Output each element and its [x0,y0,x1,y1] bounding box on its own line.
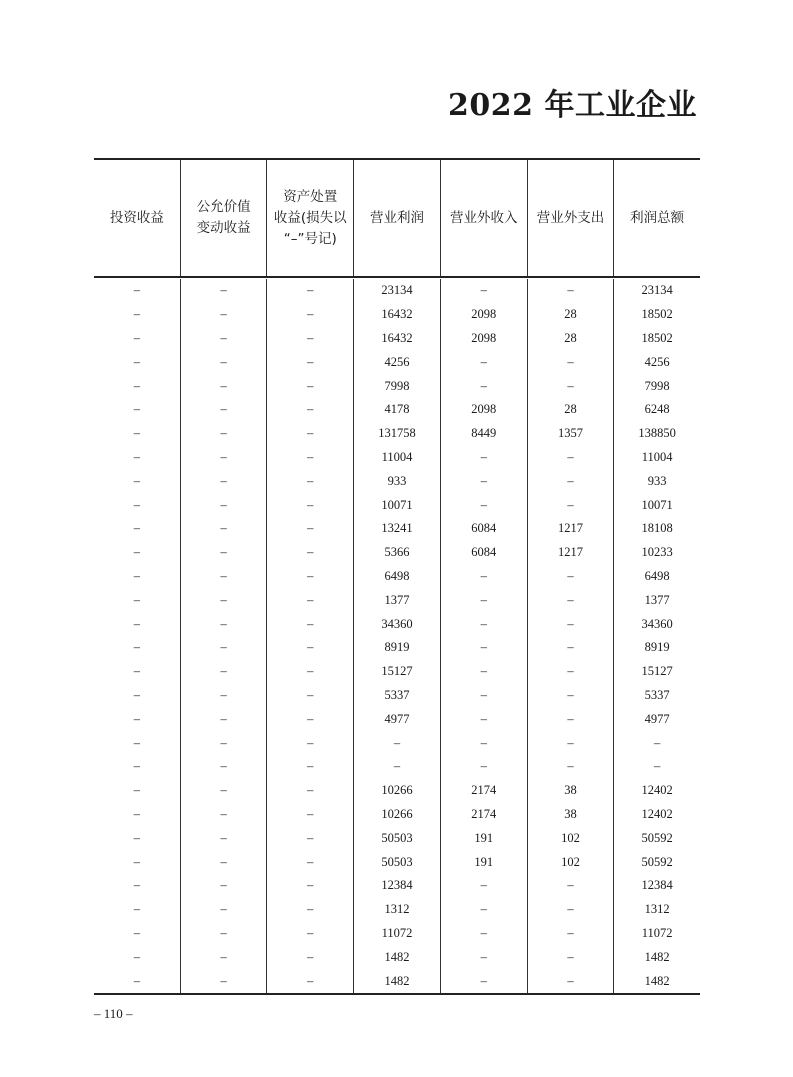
column-header-operating-profit: 营业利润 [353,160,440,276]
table-cell: 15127 [353,660,440,684]
table-cell: – [613,731,700,755]
table-row [94,636,700,660]
table-cell: 11004 [353,446,440,470]
table-row [94,350,700,374]
table-row [94,922,700,946]
table-cell: – [133,521,140,536]
table-row [94,588,700,612]
table-cell: – [133,449,140,464]
table-cell: 15127 [613,660,700,684]
table-cell: – [133,806,140,821]
table-cell: – [133,949,140,964]
table-row [94,660,700,684]
table-cell: – [133,330,140,345]
table-cell: 191 [440,826,527,850]
table-cell: – [133,545,140,560]
table-cell: 102 [527,850,614,874]
table-cell: – [133,402,140,417]
table-row [94,874,700,898]
table-cell: 1482 [353,969,440,993]
table-cell: – [180,279,267,303]
table-cell: 933 [613,469,700,493]
table-cell: – [180,541,267,565]
table-cell: – [527,612,614,636]
table-cell: – [527,636,614,660]
column-header-non-operating-income: 营业外收入 [440,160,527,276]
table-cell: – [266,422,353,446]
table-cell: – [180,422,267,446]
table-row [94,327,700,351]
table-cell: 8919 [613,636,700,660]
table-row [94,898,700,922]
table-cell: 11004 [613,446,700,470]
table-cell: 4256 [353,350,440,374]
table-cell: – [133,687,140,702]
table-cell: 11072 [613,922,700,946]
table-cell: 28 [527,303,614,327]
table-cell: – [266,874,353,898]
table-cell: – [133,640,140,655]
table-cell: 6084 [440,541,527,565]
table-cell: 1377 [613,588,700,612]
table-row [94,469,700,493]
table-cell: – [266,803,353,827]
table-cell: – [180,446,267,470]
table-cell: – [440,279,527,303]
table-cell: – [133,378,140,393]
table-cell: 1312 [353,898,440,922]
column-header-investment-income: 投资收益 [109,209,164,226]
column-header-total-profit: 利润总额 [613,160,700,276]
table-cell: – [180,588,267,612]
table-cell: 10071 [353,493,440,517]
table-cell: – [527,660,614,684]
column-header-asset-disposal: 资产处置 收益(损失以 “–”号记) [266,160,353,276]
table-cell: – [266,660,353,684]
table-cell: 1312 [613,898,700,922]
table-cell: 23134 [613,279,700,303]
table-row [94,707,700,731]
table-cell: – [266,826,353,850]
table-row [94,398,700,422]
table-cell: 1377 [353,588,440,612]
table-cell: – [180,922,267,946]
table-cell: – [266,350,353,374]
table-cell: – [180,493,267,517]
column-header-non-operating-expense: 营业外支出 [527,160,614,276]
table-cell: – [527,446,614,470]
table-cell: – [440,660,527,684]
table-cell: 131758 [353,422,440,446]
table-row [94,422,700,446]
table-cell: – [266,469,353,493]
table-cell: – [527,945,614,969]
table-cell: 16432 [353,303,440,327]
table-cell: – [440,446,527,470]
table-cell: – [440,874,527,898]
table-cell: 8919 [353,636,440,660]
table-cell: – [180,969,267,993]
table-cell: 1217 [527,541,614,565]
table-cell: 10266 [353,803,440,827]
table-cell: – [180,803,267,827]
table-cell: – [440,374,527,398]
table-cell: – [527,493,614,517]
table-cell: – [527,350,614,374]
table-cell: – [266,279,353,303]
table-cell: – [527,565,614,589]
table-cell: 8449 [440,422,527,446]
table-cell: – [527,279,614,303]
table-row [94,826,700,850]
table-cell: – [133,283,140,298]
table-bottom-rule [94,993,700,995]
table-body [94,278,700,993]
table-cell: 4977 [353,707,440,731]
table-cell: – [266,588,353,612]
table-cell: 10233 [613,541,700,565]
table-cell: – [353,731,440,755]
table-cell: – [440,755,527,779]
table-cell: 1482 [353,945,440,969]
table-row [94,850,700,874]
table-cell: 6248 [613,398,700,422]
table-cell: – [180,826,267,850]
table-cell: – [180,327,267,351]
table-cell: 50592 [613,850,700,874]
table-cell: 12402 [613,779,700,803]
table-cell: – [266,779,353,803]
table-header-row [94,160,700,278]
table-cell: – [133,664,140,679]
table-cell: 12402 [613,803,700,827]
table-cell: – [180,636,267,660]
table-cell: – [133,973,140,988]
table-cell: – [440,469,527,493]
table-row [94,803,700,827]
table-cell: – [440,636,527,660]
table-cell: – [180,350,267,374]
table-cell: – [180,707,267,731]
table-cell: – [266,398,353,422]
table-cell: – [527,588,614,612]
table-cell: 6498 [353,565,440,589]
table-cell: 50592 [613,826,700,850]
table-row [94,612,700,636]
table-cell: – [266,969,353,993]
table-cell: 16432 [353,327,440,351]
table-cell: 5337 [613,684,700,708]
table-cell: – [440,612,527,636]
table-cell: – [180,517,267,541]
table-cell: – [266,850,353,874]
table-cell: 18502 [613,327,700,351]
table-cell: – [133,711,140,726]
table-cell: – [180,874,267,898]
table-cell: – [266,636,353,660]
table-cell: – [180,469,267,493]
table-cell: 138850 [613,422,700,446]
table-cell: – [266,731,353,755]
table-cell: – [180,565,267,589]
table-cell: 34360 [613,612,700,636]
table-cell: – [527,469,614,493]
table-cell: – [133,783,140,798]
table-cell: 12384 [353,874,440,898]
table-cell: 6498 [613,565,700,589]
table-cell: – [353,755,440,779]
table-cell: 18502 [613,303,700,327]
table-cell: – [527,969,614,993]
table-cell: 102 [527,826,614,850]
table-cell: – [527,374,614,398]
table-cell: – [133,592,140,607]
table-cell: 1357 [527,422,614,446]
table-cell: – [180,945,267,969]
table-cell: 1217 [527,517,614,541]
table-cell: 933 [353,469,440,493]
table-cell: 38 [527,779,614,803]
table-cell: – [440,350,527,374]
table-cell: – [440,565,527,589]
table-cell: – [266,446,353,470]
table-cell: – [440,684,527,708]
table-cell: – [266,612,353,636]
table-cell: 50503 [353,826,440,850]
table-cell: – [527,731,614,755]
table-cell: – [133,759,140,774]
table-cell: – [133,568,140,583]
table-cell: 2098 [440,398,527,422]
table-cell: – [266,945,353,969]
table-cell: 4977 [613,707,700,731]
table-cell: 50503 [353,850,440,874]
table-cell: 1482 [613,969,700,993]
table-row [94,279,700,303]
table-cell: 10266 [353,779,440,803]
table-cell: – [440,898,527,922]
table-cell: – [180,850,267,874]
table-cell: 12384 [613,874,700,898]
table-cell: 38 [527,803,614,827]
table-cell: – [266,493,353,517]
table-cell: – [133,925,140,940]
page-title: 2022 年工业企业 [448,88,697,123]
column-header-fair-value-change: 公允价值 变动收益 [180,160,267,276]
table-cell: 5337 [353,684,440,708]
table-row [94,945,700,969]
table-cell: – [133,878,140,893]
table-cell: – [266,303,353,327]
table-cell: 34360 [353,612,440,636]
table-row [94,541,700,565]
table-cell: – [133,354,140,369]
table-cell: 28 [527,398,614,422]
page-number: – 110 – [94,1006,133,1021]
table-cell: – [527,684,614,708]
table-row [94,684,700,708]
table-cell: – [133,307,140,322]
table-cell: 10071 [613,493,700,517]
table-cell: – [180,684,267,708]
table-cell: – [527,898,614,922]
table-cell: 2098 [440,303,527,327]
table-cell: – [133,854,140,869]
table-cell: – [266,922,353,946]
table-cell: – [613,755,700,779]
table-cell: 7998 [613,374,700,398]
table-cell: 4256 [613,350,700,374]
table-cell: 1482 [613,945,700,969]
table-cell: 4178 [353,398,440,422]
table-cell: 5366 [353,541,440,565]
table-cell: – [440,588,527,612]
table-cell: 13241 [353,517,440,541]
table-cell: – [527,707,614,731]
table-cell: – [440,922,527,946]
table-cell: – [133,473,140,488]
table-cell: 2174 [440,803,527,827]
table-cell: – [266,374,353,398]
table-cell: – [527,922,614,946]
table-cell: 191 [440,850,527,874]
table-cell: – [180,779,267,803]
table-cell: 6084 [440,517,527,541]
table-cell: 28 [527,327,614,351]
table-cell: – [440,731,527,755]
table-cell: – [133,830,140,845]
table-cell: – [266,755,353,779]
table-cell: 23134 [353,279,440,303]
table-row [94,755,700,779]
table-cell: – [440,707,527,731]
table-cell: – [180,898,267,922]
table-cell: – [266,327,353,351]
table-cell: – [180,303,267,327]
table-cell: – [527,874,614,898]
table-cell: – [180,398,267,422]
table-cell: – [266,565,353,589]
table-row [94,779,700,803]
table-cell: – [440,493,527,517]
table-row [94,493,700,517]
table-cell: – [133,735,140,750]
table-cell: – [133,497,140,512]
table-row [94,303,700,327]
table-row [94,969,700,993]
table-cell: 7998 [353,374,440,398]
table-cell: – [266,707,353,731]
table-cell: 2174 [440,779,527,803]
table-cell: 18108 [613,517,700,541]
table-cell: – [266,541,353,565]
table-cell: – [180,731,267,755]
table-cell: 11072 [353,922,440,946]
table-cell: 2098 [440,327,527,351]
table-cell: – [133,426,140,441]
table-cell: – [440,969,527,993]
table-cell: – [266,684,353,708]
table-cell: – [527,755,614,779]
table-row [94,731,700,755]
table-cell: – [180,612,267,636]
table-cell: – [266,898,353,922]
table-row [94,374,700,398]
table-cell: – [266,517,353,541]
table-cell: – [180,755,267,779]
data-table [94,158,700,995]
table-row [94,565,700,589]
table-row [94,517,700,541]
table-cell: – [180,374,267,398]
table-cell: – [133,616,140,631]
table-row [94,446,700,470]
table-cell: – [180,660,267,684]
table-cell: – [133,902,140,917]
table-cell: – [440,945,527,969]
